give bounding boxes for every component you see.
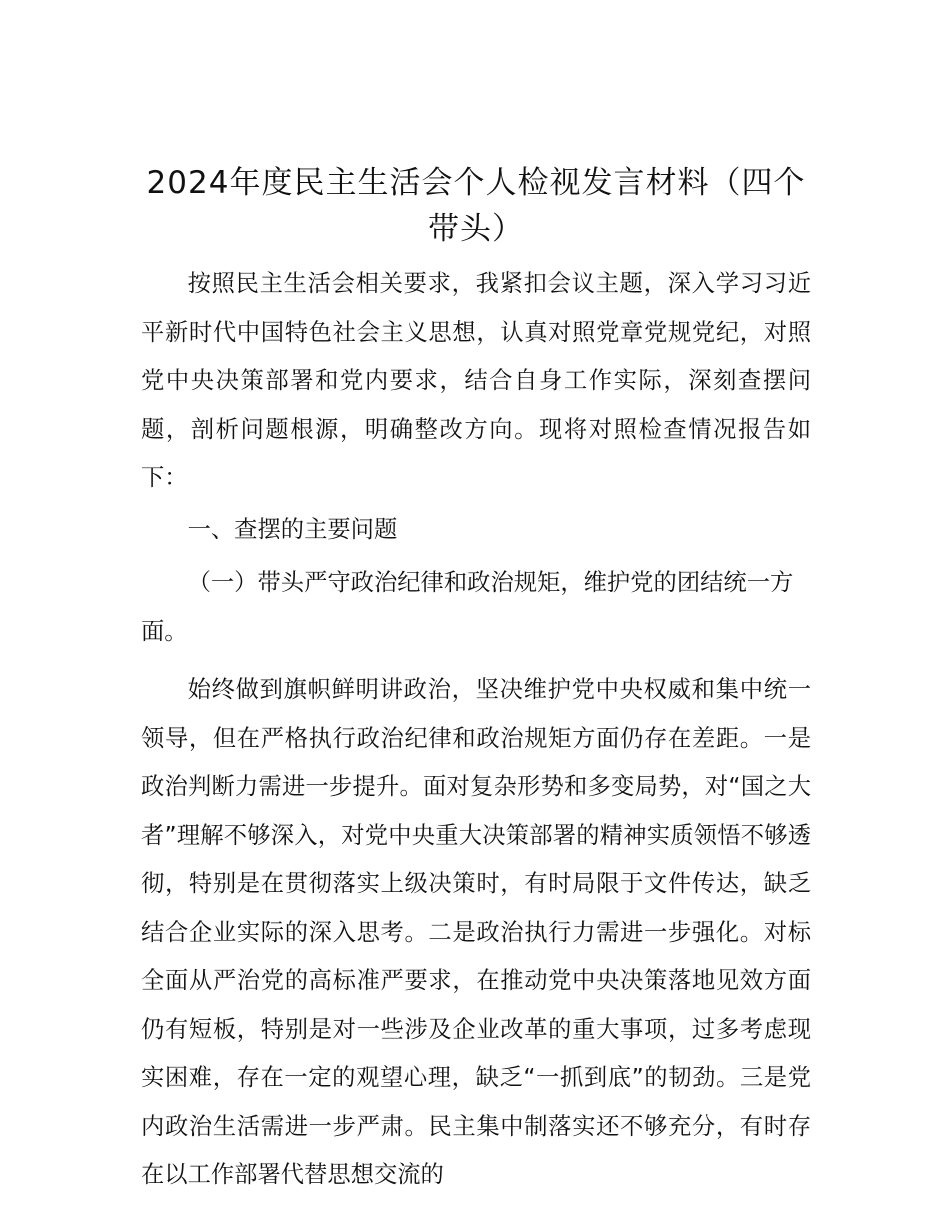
document-title: 2024年度民主生活会个人检视发言材料（四个带头） (146, 165, 806, 247)
intro-paragraph: 按照民主生活会相关要求，我紧扣会议主题，深入学习习近平新时代中国特色社会主义思想，认真对照党章党规党纪，对照党中央决策部署和党内要求，结合自身工作实际，深刻查摆问题，剖析问题根源，明确整改方向。现将对照检查情况报告如下： (141, 270, 811, 491)
subsection-heading-political-discipline: （一）带头严守政治纪律和政治规矩，维护党的团结统一方面。 (141, 569, 794, 645)
document-page (141, 160, 811, 1200)
subsection-body-paragraph: 始终做到旗帜鲜明讲政治，坚决维护党中央权威和集中统一领导，但在严格执行政治纪律和政治规矩方面仍存在差距。一是政治判断力需进一步提升。面对复杂形势和多变局势，对“国之大者”理解不够深入，对党中央重大决策部署的精神实质领悟不够透彻，特别是在贯彻落实上级决策时，有时局限于文件传达，缺乏结合企业实际的深入思考。二是政治执行力需进一步强化。对标全面从严治党的高标准严要求，在推动党中央决策落地见效方面仍有短板，特别是对一些涉及企业改革的重大事项，过多考虑现实困难，存在一定的观望心理，缺乏“一抓到底”的韧劲。三是党内政治生活需进一步严肃。民主集中制落实还不够充分，有时存在以工作部署代替思想交流的 (141, 676, 811, 1188)
section-heading-problems: 一、查摆的主要问题 (187, 515, 398, 543)
